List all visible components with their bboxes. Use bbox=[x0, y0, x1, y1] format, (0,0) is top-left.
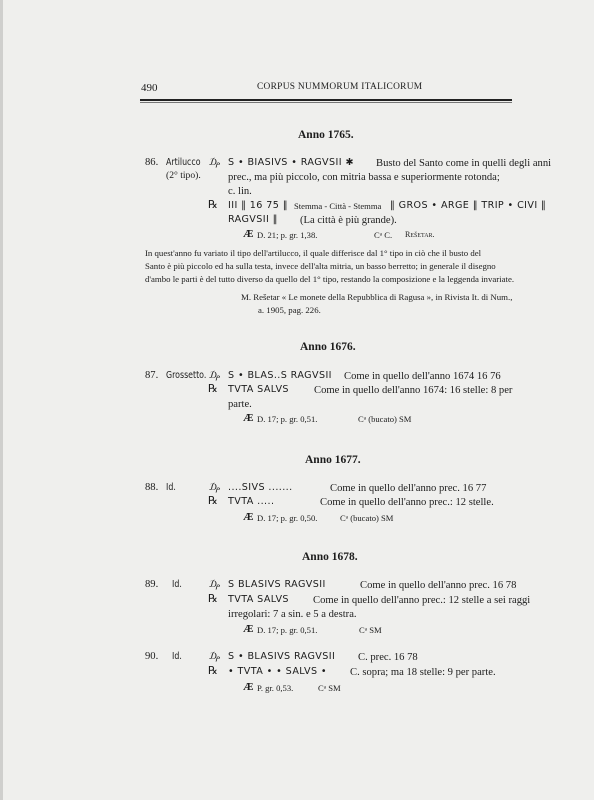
obverse-mark-icon: ₯ bbox=[209, 481, 220, 493]
reverse-mark-icon: ℞ bbox=[208, 665, 218, 677]
bibliography-ref: M. Rešetar « Le monete della Repubblica di Ragusa », in Rivista It. di Num., bbox=[241, 292, 513, 302]
binding-edge bbox=[0, 0, 3, 800]
page-number: 490 bbox=[141, 82, 158, 94]
entry-88-reverse-legend: TVTA ..... bbox=[228, 496, 275, 507]
note-paragraph: Santo è più piccolo ed ha sulla testa, invece dell'alta mitria, un basso berretto; in generale il disegno bbox=[145, 261, 496, 271]
entry-87-reverse-desc: parte. bbox=[228, 399, 252, 410]
entry-86-obverse-desc: c. lin. bbox=[228, 186, 252, 197]
entry-89-collection: Cᵃ SM bbox=[359, 625, 382, 635]
entry-89-type: Id. bbox=[172, 579, 182, 590]
entry-88-number: 88. bbox=[145, 482, 159, 493]
entry-86-reverse-legend: RAGVSII ‖ bbox=[228, 214, 278, 225]
running-title: CORPUS NUMMORUM ITALICORUM bbox=[257, 82, 423, 92]
entry-86-reverse-legend: III ‖ 16 75 ‖ bbox=[228, 200, 288, 211]
reverse-mark-icon: ℞ bbox=[208, 199, 218, 211]
entry-90-number: 90. bbox=[145, 651, 159, 662]
entry-88-type: Id. bbox=[166, 482, 176, 493]
entry-88-reverse-desc: Come in quello dell'anno prec.: 12 stelle. bbox=[320, 497, 494, 508]
reverse-mark-icon: ℞ bbox=[208, 495, 218, 507]
entry-86-reverse-desc: (La città è più grande). bbox=[300, 215, 397, 226]
metal-mark-icon: Æ bbox=[243, 512, 254, 523]
metal-mark-icon: Æ bbox=[243, 229, 254, 240]
entry-90-reverse-legend: • TVTA • • SALVS • bbox=[228, 666, 327, 677]
entry-86-number: 86. bbox=[145, 157, 159, 168]
bibliography-ref: a. 1905, pag. 226. bbox=[258, 305, 321, 315]
obverse-mark-icon: ₯ bbox=[209, 156, 220, 168]
entry-86-type-note: (2° tipo). bbox=[166, 170, 201, 181]
entry-87-obverse-desc: Come in quello dell'anno 1674 16 76 bbox=[344, 371, 501, 382]
entry-88-collection: Cᵃ (bucato) SM bbox=[340, 513, 394, 523]
section-year-1677: Anno 1677. bbox=[305, 454, 361, 466]
obverse-mark-icon: ₯ bbox=[209, 650, 220, 662]
entry-86-obverse-desc: Busto del Santo come in quelli degli anni bbox=[376, 158, 552, 169]
entry-88-details: D. 17; p. gr. 0,50. bbox=[257, 513, 318, 523]
entry-86-collection-name: Rešetar. bbox=[405, 230, 435, 239]
entry-87-reverse-legend: TVTA SALVS bbox=[228, 384, 289, 395]
metal-mark-icon: Æ bbox=[243, 413, 254, 424]
entry-86-obverse-desc: prec., ma più piccolo, con mitria bassa e superiormente rotonda; bbox=[228, 172, 500, 183]
entry-90-type: Id. bbox=[172, 651, 182, 662]
entry-87-obverse-legend: S • BLAS..S RAGVSII bbox=[228, 370, 332, 381]
entry-89-reverse-desc: irregolari: 7 a sin. e 5 a destra. bbox=[228, 609, 357, 620]
entry-87-reverse-desc: Come in quello dell'anno 1674: 16 stelle: 8 per bbox=[314, 385, 513, 396]
header-rule bbox=[140, 99, 512, 101]
entry-87-details: D. 17; p. gr. 0,51. bbox=[257, 414, 318, 424]
metal-mark-icon: Æ bbox=[243, 624, 254, 635]
entry-90-reverse-desc: C. sopra; ma 18 stelle: 9 per parte. bbox=[350, 667, 496, 678]
metal-mark-icon: Æ bbox=[243, 682, 254, 693]
entry-88-obverse-legend: ....SIVS ....... bbox=[228, 482, 293, 493]
entry-89-reverse-desc: Come in quello dell'anno prec.: 12 stelle a sei raggi bbox=[313, 595, 531, 606]
reverse-mark-icon: ℞ bbox=[208, 593, 218, 605]
entry-90-obverse-desc: C. prec. 16 78 bbox=[358, 652, 418, 663]
entry-86-type: Artilucco bbox=[166, 157, 201, 168]
entry-89-obverse-legend: S BLASIVS RAGVSII bbox=[228, 579, 326, 590]
note-paragraph: d'ambo le parti è del tutto diverso da quello del 1° tipo, restando la composizione e la leggenda invariate. bbox=[145, 274, 515, 284]
entry-86-details: D. 21; p. gr. 1,38. bbox=[257, 230, 318, 240]
entry-86-collection: Cᵃ C. bbox=[374, 230, 393, 240]
obverse-mark-icon: ₯ bbox=[209, 369, 220, 381]
entry-86-reverse-arms: Stemma - Città - Stemma bbox=[294, 201, 382, 211]
entry-87-collection: Cᵃ (bucato) SM bbox=[358, 414, 412, 424]
entry-90-obverse-legend: S • BLASIVS RAGVSII bbox=[228, 651, 336, 662]
section-year-1765: Anno 1765. bbox=[298, 129, 354, 141]
section-year-1676: Anno 1676. bbox=[300, 341, 356, 353]
header-rule-thin bbox=[140, 102, 512, 103]
entry-90-details: P. gr. 0,53. bbox=[257, 683, 294, 693]
entry-88-obverse-desc: Come in quello dell'anno prec. 16 77 bbox=[330, 483, 487, 494]
entry-89-number: 89. bbox=[145, 579, 159, 590]
entry-86-reverse-legend: ‖ GROS • ARGE ‖ TRIP • CIVI ‖ bbox=[390, 200, 547, 211]
obverse-mark-icon: ₯ bbox=[209, 578, 220, 590]
section-year-1678: Anno 1678. bbox=[302, 551, 358, 563]
entry-90-collection: Cᵃ SM bbox=[318, 683, 341, 693]
entry-89-obverse-desc: Come in quello dell'anno prec. 16 78 bbox=[360, 580, 517, 591]
reverse-mark-icon: ℞ bbox=[208, 383, 218, 395]
entry-86-obverse-legend: S • BIASIVS • RAGVSII ✱ bbox=[228, 157, 354, 168]
entry-89-details: D. 17; p. gr. 0,51. bbox=[257, 625, 318, 635]
entry-87-number: 87. bbox=[145, 370, 159, 381]
entry-87-type: Grossetto. bbox=[166, 370, 207, 381]
note-paragraph: In quest'anno fu variato il tipo dell'artilucco, il quale differisce dal 1° tipo in ciò che il busto del bbox=[145, 248, 482, 258]
entry-89-reverse-legend: TVTA SALVS bbox=[228, 594, 289, 605]
